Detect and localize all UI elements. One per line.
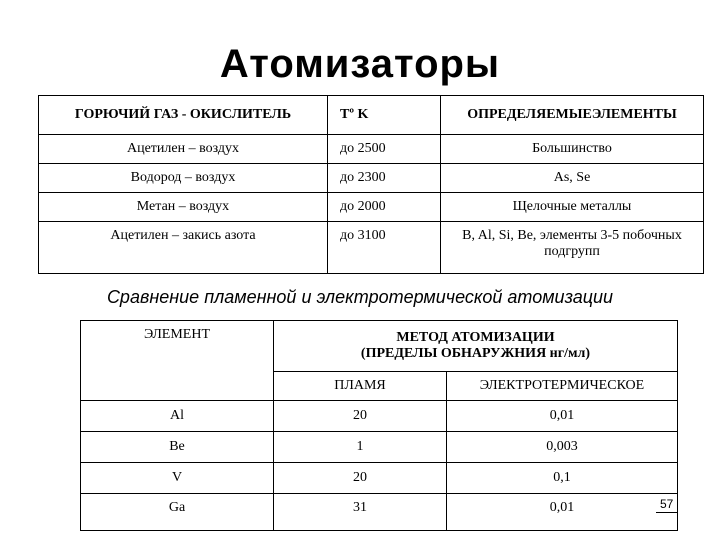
elements-cell: As, Se — [441, 164, 704, 193]
temperature-cell: до 2300 — [328, 164, 441, 193]
header-method-line2: (ПРЕДЕЛЫ ОБНАРУЖНИЯ нг/мл) — [360, 346, 591, 361]
page-title: Атомизаторы — [219, 42, 501, 86]
flame-value-cell: 20 — [274, 401, 447, 432]
page-number: 57 — [660, 497, 674, 511]
table-row — [39, 222, 704, 274]
electrothermal-value-cell: 0,003 — [447, 432, 678, 463]
gas-cell: Ацетилен – закись азота — [39, 222, 328, 274]
gas-cell: Метан – воздух — [39, 193, 328, 222]
temperature-cell: до 3100 — [328, 222, 441, 274]
elements-cell: Большинство — [441, 135, 704, 164]
temperature-cell: до 2000 — [328, 193, 441, 222]
table-header-row — [81, 321, 678, 372]
table-row — [81, 432, 678, 463]
atomization-comparison-table — [80, 320, 678, 531]
elements-cell: Щелочные металлы — [441, 193, 704, 222]
table-row — [81, 494, 678, 531]
header-temperature: Tº K — [328, 96, 441, 135]
gas-cell: Водород – воздух — [39, 164, 328, 193]
header-method — [274, 321, 678, 372]
header-element: ЭЛЕМЕНТ — [81, 321, 274, 401]
flame-value-cell: 20 — [274, 463, 447, 494]
header-electrothermal: ЭЛЕКТРОТЕРМИЧЕСКОЕ — [447, 372, 678, 401]
element-cell: V — [81, 463, 274, 494]
table-row — [39, 135, 704, 164]
temperature-cell: до 2500 — [328, 135, 441, 164]
flame-value-cell: 31 — [274, 494, 447, 531]
header-method-line1: МЕТОД АТОМИЗАЦИИ — [396, 330, 555, 345]
table-row — [81, 463, 678, 494]
table-row — [39, 164, 704, 193]
element-cell: Al — [81, 401, 274, 432]
table-row — [81, 401, 678, 432]
electrothermal-value-cell: 0,1 — [447, 463, 678, 494]
section-subtitle: Сравнение пламенной и электротермической атомизации — [106, 287, 614, 307]
elements-cell: B, Al, Si, Be, элементы 3-5 побочных подгрупп — [441, 222, 704, 274]
flame-gases-table — [38, 95, 704, 274]
table-header-row — [39, 96, 704, 135]
flame-value-cell: 1 — [274, 432, 447, 463]
electrothermal-value-cell: 0,01 — [447, 494, 678, 531]
electrothermal-value-cell: 0,01 — [447, 401, 678, 432]
gas-cell: Ацетилен – воздух — [39, 135, 328, 164]
header-gas: ГОРЮЧИЙ ГАЗ - ОКИСЛИТЕЛЬ — [39, 96, 328, 135]
page-number-underline — [656, 512, 678, 513]
table-row — [39, 193, 704, 222]
element-cell: Ga — [81, 494, 274, 531]
element-cell: Be — [81, 432, 274, 463]
header-elements: ОПРЕДЕЛЯЕМЫЕЭЛЕМЕНТЫ — [441, 96, 704, 135]
header-flame: ПЛАМЯ — [274, 372, 447, 401]
